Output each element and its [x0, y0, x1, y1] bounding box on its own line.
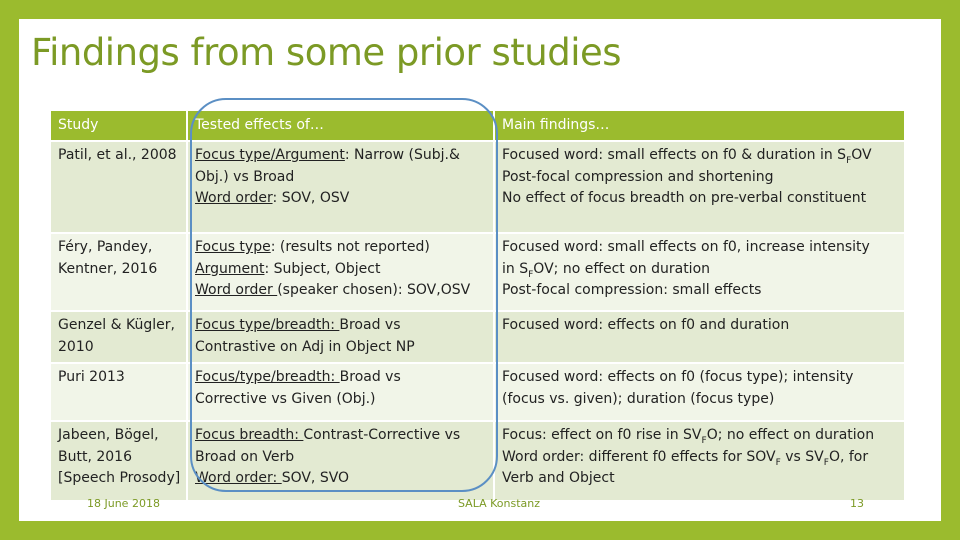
study-cell: Puri 2013	[50, 363, 187, 421]
finding-line	[502, 259, 900, 281]
findings-cell	[494, 141, 905, 233]
text-run: Focused word: small effects on f0 & duration in S	[502, 147, 847, 163]
text-run: Broad on Verb	[195, 448, 295, 465]
footer-date: 18 June 2018	[87, 497, 160, 510]
tested-line	[195, 280, 489, 302]
text-run: Contrastive on Adj in Object NP	[195, 338, 415, 355]
text-run: OV; no effect on duration	[533, 260, 711, 277]
subscript: F	[846, 155, 852, 166]
tested-line	[195, 337, 489, 359]
slide	[19, 19, 941, 521]
text-run: OV	[851, 147, 872, 163]
text-run: vs SV	[780, 448, 824, 465]
table-header-row	[50, 110, 905, 141]
tested-line	[195, 188, 489, 210]
text-run: : Narrow (Subj.&	[344, 147, 460, 163]
underlined-label: Focus type/Argument	[195, 147, 345, 163]
tested-effects-cell	[187, 363, 494, 421]
subscript: F	[528, 269, 534, 280]
findings-table	[50, 110, 905, 501]
text-run: Verb and Object	[502, 470, 615, 486]
tested-line	[195, 447, 489, 469]
text-run: Word order: different f0 effects for SOV	[502, 448, 776, 465]
underlined-label: Focus/type/breadth:	[195, 369, 340, 385]
study-cell: Jabeen, Bögel, Butt, 2016 [Speech Prosody]	[50, 421, 187, 501]
text-run: No effect of focus breadth on pre-verbal constituent	[502, 190, 867, 206]
tested-effects-cell	[187, 141, 494, 233]
finding-line	[502, 315, 900, 337]
study-cell: Féry, Pandey, Kentner, 2016	[50, 233, 187, 311]
footer-page-number: 13	[850, 497, 864, 510]
text-run: Broad vs	[339, 317, 401, 333]
tested-line	[195, 145, 489, 167]
tested-effects-cell	[187, 233, 494, 311]
table-row	[50, 421, 905, 501]
underlined-label: Word order	[195, 190, 273, 206]
tested-line	[195, 315, 489, 337]
finding-line	[502, 447, 900, 469]
text-run: Focused word: small effects on f0, increase intensity	[502, 239, 870, 255]
tested-line	[195, 425, 489, 447]
table-row	[50, 233, 905, 311]
findings-cell	[494, 233, 905, 311]
underlined-label: Argument	[195, 260, 265, 277]
text-run: Corrective vs Given (Obj.)	[195, 390, 376, 407]
study-cell: Patil, et al., 2008	[50, 141, 187, 233]
header-study: Study	[50, 110, 187, 141]
finding-line	[502, 468, 900, 490]
finding-line	[502, 145, 900, 167]
tested-line	[195, 389, 489, 411]
text-run: Focused word: effects on f0 and duration	[502, 317, 790, 333]
subscript: F	[775, 457, 781, 468]
header-main-findings: Main findings…	[494, 110, 905, 141]
findings-cell	[494, 311, 905, 363]
findings-cell	[494, 421, 905, 501]
tested-line	[195, 259, 489, 281]
text-run: Contrast-Corrective vs	[303, 427, 461, 443]
text-run: : Subject, Object	[264, 260, 381, 277]
text-run: Focused word: effects on f0 (focus type); intensity	[502, 369, 854, 385]
tested-line	[195, 367, 489, 389]
text-run: in S	[502, 260, 529, 277]
finding-line	[502, 367, 900, 389]
tested-line	[195, 237, 489, 259]
subscript: F	[701, 435, 707, 446]
findings-cell	[494, 363, 905, 421]
underlined-label: Word order:	[195, 470, 282, 486]
text-run: Obj.) vs Broad	[195, 168, 295, 185]
underlined-label: Focus type	[195, 239, 271, 255]
header-tested-effects: Tested effects of…	[187, 110, 494, 141]
text-run: (focus vs. given); duration (focus type)	[502, 390, 775, 407]
tested-line	[195, 167, 489, 189]
text-run: O, for	[828, 448, 869, 465]
tested-effects-cell	[187, 421, 494, 501]
text-run: Broad vs	[339, 369, 401, 385]
text-run: Focus: effect on f0 rise in SV	[502, 427, 702, 443]
text-run: : (results not reported)	[270, 239, 430, 255]
finding-line	[502, 425, 900, 447]
table-row	[50, 311, 905, 363]
subscript: F	[823, 457, 829, 468]
underlined-label: Word order	[195, 282, 278, 298]
underlined-label: Focus breadth:	[195, 427, 304, 443]
table-row	[50, 141, 905, 233]
text-run: Post-focal compression and shortening	[502, 168, 774, 185]
finding-line	[502, 389, 900, 411]
finding-line	[502, 280, 900, 302]
finding-line	[502, 237, 900, 259]
study-cell: Genzel & Kügler, 2010	[50, 311, 187, 363]
table-row	[50, 363, 905, 421]
tested-line	[195, 468, 489, 490]
text-run: Post-focal compression: small effects	[502, 282, 762, 298]
slide-title: Findings from some prior studies	[31, 31, 622, 74]
text-run: : SOV, OSV	[272, 190, 350, 206]
text-run: SOV, SVO	[281, 470, 350, 486]
underlined-label: Focus type/breadth:	[195, 317, 340, 333]
text-run: (speaker chosen): SOV,OSV	[277, 282, 471, 298]
finding-line	[502, 188, 900, 210]
finding-line	[502, 167, 900, 189]
footer-venue: SALA Konstanz	[458, 497, 541, 510]
tested-effects-cell	[187, 311, 494, 363]
text-run: O; no effect on duration	[706, 427, 875, 443]
